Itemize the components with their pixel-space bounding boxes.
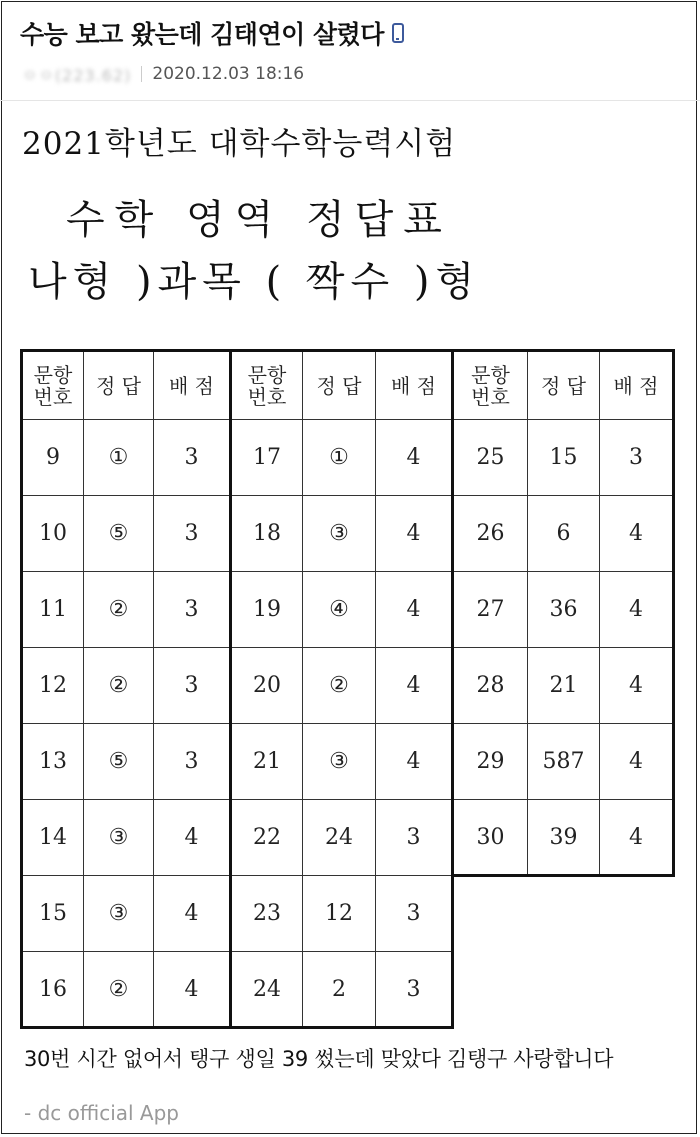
column-header-answer: 정 답 xyxy=(303,351,376,420)
points-value: 4 xyxy=(376,572,453,648)
points-value: 3 xyxy=(154,496,231,572)
question-number: 20 xyxy=(231,648,303,724)
answer-table-1 xyxy=(20,349,232,1029)
table-row xyxy=(231,724,453,800)
app-signature: - dc official App xyxy=(24,1101,179,1125)
points-value: 4 xyxy=(376,648,453,724)
post-title-text: 수능 보고 왔는데 김태연이 살렸다 xyxy=(20,20,384,49)
column-header-points: 배 점 xyxy=(376,351,453,420)
points-value: 4 xyxy=(376,496,453,572)
question-number: 16 xyxy=(22,952,84,1028)
answer-value: ③ xyxy=(303,496,376,572)
table-row xyxy=(231,496,453,572)
question-number: 28 xyxy=(453,648,528,724)
answer-value: 12 xyxy=(303,876,376,952)
answer-table-2 xyxy=(229,349,454,1029)
question-number: 22 xyxy=(231,800,303,876)
exam-header: 2021학년도 대학수학능력시험 xyxy=(22,126,457,162)
points-value: 3 xyxy=(376,952,453,1028)
points-value: 3 xyxy=(600,420,674,496)
answer-value: ③ xyxy=(303,724,376,800)
answer-value: ② xyxy=(84,648,154,724)
answer-sheet-image xyxy=(0,108,700,1028)
question-number: 15 xyxy=(22,876,84,952)
question-number: 27 xyxy=(453,572,528,648)
question-number: 18 xyxy=(231,496,303,572)
points-value: 3 xyxy=(154,724,231,800)
answer-value: ⑤ xyxy=(84,496,154,572)
table-row xyxy=(453,496,674,572)
table-row xyxy=(453,648,674,724)
table-row xyxy=(22,952,231,1028)
table-row xyxy=(22,496,231,572)
post-body-text: 30번 시간 없어서 탱구 생일 39 썼는데 맞았다 김탱구 사랑합니다 xyxy=(24,1047,614,1071)
question-number: 14 xyxy=(22,800,84,876)
answer-value: 2 xyxy=(303,952,376,1028)
points-value: 4 xyxy=(600,800,674,876)
question-number: 9 xyxy=(22,420,84,496)
column-header-answer: 정 답 xyxy=(84,351,154,420)
answer-value: ② xyxy=(303,648,376,724)
table-row xyxy=(453,572,674,648)
answer-value: 21 xyxy=(528,648,600,724)
points-value: 3 xyxy=(154,420,231,496)
points-value: 4 xyxy=(600,648,674,724)
table-row xyxy=(231,648,453,724)
answer-value: ② xyxy=(84,952,154,1028)
header-divider xyxy=(0,100,700,101)
answer-value: ③ xyxy=(84,800,154,876)
points-value: 4 xyxy=(376,724,453,800)
table-row xyxy=(22,876,231,952)
question-number: 23 xyxy=(231,876,303,952)
column-header-points: 배 점 xyxy=(154,351,231,420)
answer-value: ② xyxy=(84,572,154,648)
question-number: 25 xyxy=(453,420,528,496)
answer-value: 24 xyxy=(303,800,376,876)
points-value: 3 xyxy=(376,800,453,876)
answer-value: ⑤ xyxy=(84,724,154,800)
type-line: 나형 )과목 ( 짝수 )형 xyxy=(28,259,481,305)
question-number: 29 xyxy=(453,724,528,800)
points-value: 3 xyxy=(154,648,231,724)
question-number: 21 xyxy=(231,724,303,800)
points-value: 4 xyxy=(600,572,674,648)
table-row xyxy=(231,952,453,1028)
post-date: 2020.12.03 18:16 xyxy=(152,64,305,84)
table-row xyxy=(22,648,231,724)
table-row xyxy=(231,572,453,648)
points-value: 4 xyxy=(154,800,231,876)
column-header-number: 문항 번호 xyxy=(22,351,84,420)
question-number: 26 xyxy=(453,496,528,572)
meta-separator xyxy=(141,66,142,82)
answer-value: ③ xyxy=(84,876,154,952)
points-value: 4 xyxy=(376,420,453,496)
column-header-points: 배 점 xyxy=(600,351,674,420)
table-row xyxy=(231,876,453,952)
points-value: 4 xyxy=(154,876,231,952)
answer-value: 39 xyxy=(528,800,600,876)
table-row xyxy=(22,800,231,876)
question-number: 17 xyxy=(231,420,303,496)
question-number: 10 xyxy=(22,496,84,572)
points-value: 4 xyxy=(600,496,674,572)
question-number: 30 xyxy=(453,800,528,876)
answer-value: 6 xyxy=(528,496,600,572)
points-value: 3 xyxy=(154,572,231,648)
answer-value: ④ xyxy=(303,572,376,648)
column-header-number: 문항 번호 xyxy=(231,351,303,420)
table-row xyxy=(231,800,453,876)
answer-value: ① xyxy=(303,420,376,496)
points-value: 4 xyxy=(600,724,674,800)
answer-table-3 xyxy=(451,349,675,877)
question-number: 13 xyxy=(22,724,84,800)
question-number: 24 xyxy=(231,952,303,1028)
table-row xyxy=(453,800,674,876)
phone-icon xyxy=(392,23,404,43)
points-value: 3 xyxy=(376,876,453,952)
table-row xyxy=(22,420,231,496)
table-row xyxy=(453,420,674,496)
points-value: 4 xyxy=(154,952,231,1028)
table-row xyxy=(22,724,231,800)
author-ip[interactable]: ㅇㅇ(223.62) xyxy=(22,65,132,85)
answer-value: 587 xyxy=(528,724,600,800)
post-meta xyxy=(22,62,304,86)
table-row xyxy=(22,572,231,648)
question-number: 11 xyxy=(22,572,84,648)
sheet-title: 수학 영역 정답표 xyxy=(66,197,452,243)
answer-value: 15 xyxy=(528,420,600,496)
answer-value: ① xyxy=(84,420,154,496)
post-title[interactable] xyxy=(20,14,404,52)
column-header-answer: 정 답 xyxy=(528,351,600,420)
column-header-number: 문항 번호 xyxy=(453,351,528,420)
question-number: 19 xyxy=(231,572,303,648)
answer-value: 36 xyxy=(528,572,600,648)
table-row xyxy=(231,420,453,496)
table-row xyxy=(453,724,674,800)
question-number: 12 xyxy=(22,648,84,724)
